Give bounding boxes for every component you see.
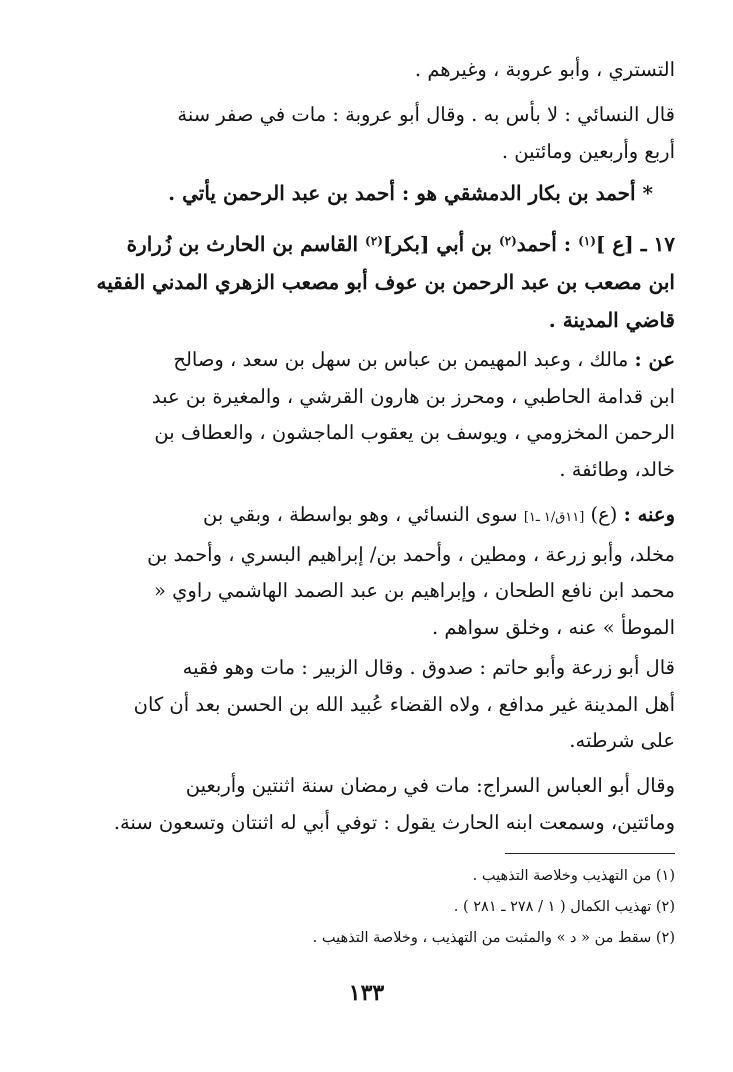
footnote-divider [505, 853, 675, 854]
text-line: وقال أبو العباس السراج: مات في رمضان سنة اثنتين وأربعين [185, 774, 675, 797]
entry-heading-line [59, 222, 675, 263]
entry-name-mid: بن أبي [بكر] [382, 232, 492, 256]
text-line: التستري ، وأبو عروبة ، وغيرهم . [414, 58, 675, 81]
text-line: * أحمد بن بكار الدمشقي هو : أحمد بن عبد الرحمن يأتي . [168, 181, 653, 205]
text-line [59, 342, 675, 379]
paragraph-lead: عن : [634, 348, 675, 371]
text-line: ابن قدامة الحاطبي ، ومحرز بن هارون القرشي ، والمغيرة بن عبد [151, 384, 675, 408]
manuscript-marker: [١١ق/١ ـ١] [523, 510, 585, 525]
text-line: على شرطته. [569, 729, 675, 752]
text-line-body: مالك ، وعبد المهيمن بن عباس بن سهل بن سعد ، وصالح [173, 348, 629, 371]
paragraph-students [59, 497, 675, 646]
entry-number: ١٧ ـ [640, 232, 675, 256]
entry-name: : أحمد [516, 232, 572, 256]
text-line: ابن مصعب بن عبد الرحمن بن عوف أبو مصعب الزهري المدني الفقيه [96, 270, 675, 294]
entry-symbol: (ع) [590, 503, 618, 526]
paragraph-continuation [59, 52, 675, 89]
cross-reference-note [37, 175, 653, 212]
footnote-ref: (٢) [365, 234, 383, 248]
text-line: قال أبو زرعة وأبو حاتم : صدوق . وقال الزبير : مات وهو فقيه [182, 656, 675, 679]
paragraph-teachers [59, 342, 675, 488]
text-line: الموطأ » عنه ، وخلق سواهم . [431, 615, 675, 639]
text-line: أربع وأربعين ومائتين . [501, 139, 675, 163]
footnote-1: (١) من التهذيب وخلاصة التذهيب . [472, 868, 675, 884]
paragraph-death [59, 768, 675, 841]
entry-heading [59, 222, 675, 339]
footnote-ref: (٢) [498, 234, 517, 248]
text-line [59, 497, 675, 537]
paragraph-lead: وعنه : [623, 503, 675, 526]
text-line: قال النسائي : لا بأس به . وقال أبو عروبة : مات في صفر سنة [177, 103, 675, 126]
paragraph-nasai [59, 97, 675, 170]
page-number: ١٣٣ [348, 980, 385, 1006]
text-line: مخلد، وأبو زرعة ، ومطين ، وأحمد بن/ إبراهيم البسري ، وأحمد بن [147, 542, 675, 566]
text-line: قاضي المدينة . [548, 308, 675, 332]
footnote-2: (٢) تهذيب الكمال ( ١ / ٢٧٨ ـ ٢٨١ ) . [453, 899, 675, 915]
footnote-3: (٢) سقط من « د » والمثبت من التهذيب ، وخلاصة التذهيب . [312, 930, 675, 946]
text-line: محمد ابن نافع الطحان ، وإبراهيم بن عبد الصمد الهاشمي راوي « [154, 579, 675, 602]
text-line: ومائتين، وسمعت ابنه الحارث يقول : توفي أبي له اثنتان وتسعون سنة. [113, 810, 675, 834]
text-line: الرحمن المخزومي ، ويوسف بن يعقوب الماجشون ، والعطاف بن [154, 421, 675, 444]
entry-symbol: [ع ] [595, 232, 634, 256]
paragraph-grading [59, 650, 675, 760]
text-line-body: سوى النسائي ، وهو بواسطة ، وبقي بن [202, 503, 518, 526]
footnote-ref: (١) [578, 234, 596, 248]
text-line: أهل المدينة غير مدافع ، ولاه القضاء عُبيد الله بن الحسن بعد أن كان [133, 692, 675, 716]
text-line: خالد، وطائفة . [559, 457, 675, 481]
entry-name-rest: القاسم بن الحارث بن زُرارة [126, 232, 359, 256]
